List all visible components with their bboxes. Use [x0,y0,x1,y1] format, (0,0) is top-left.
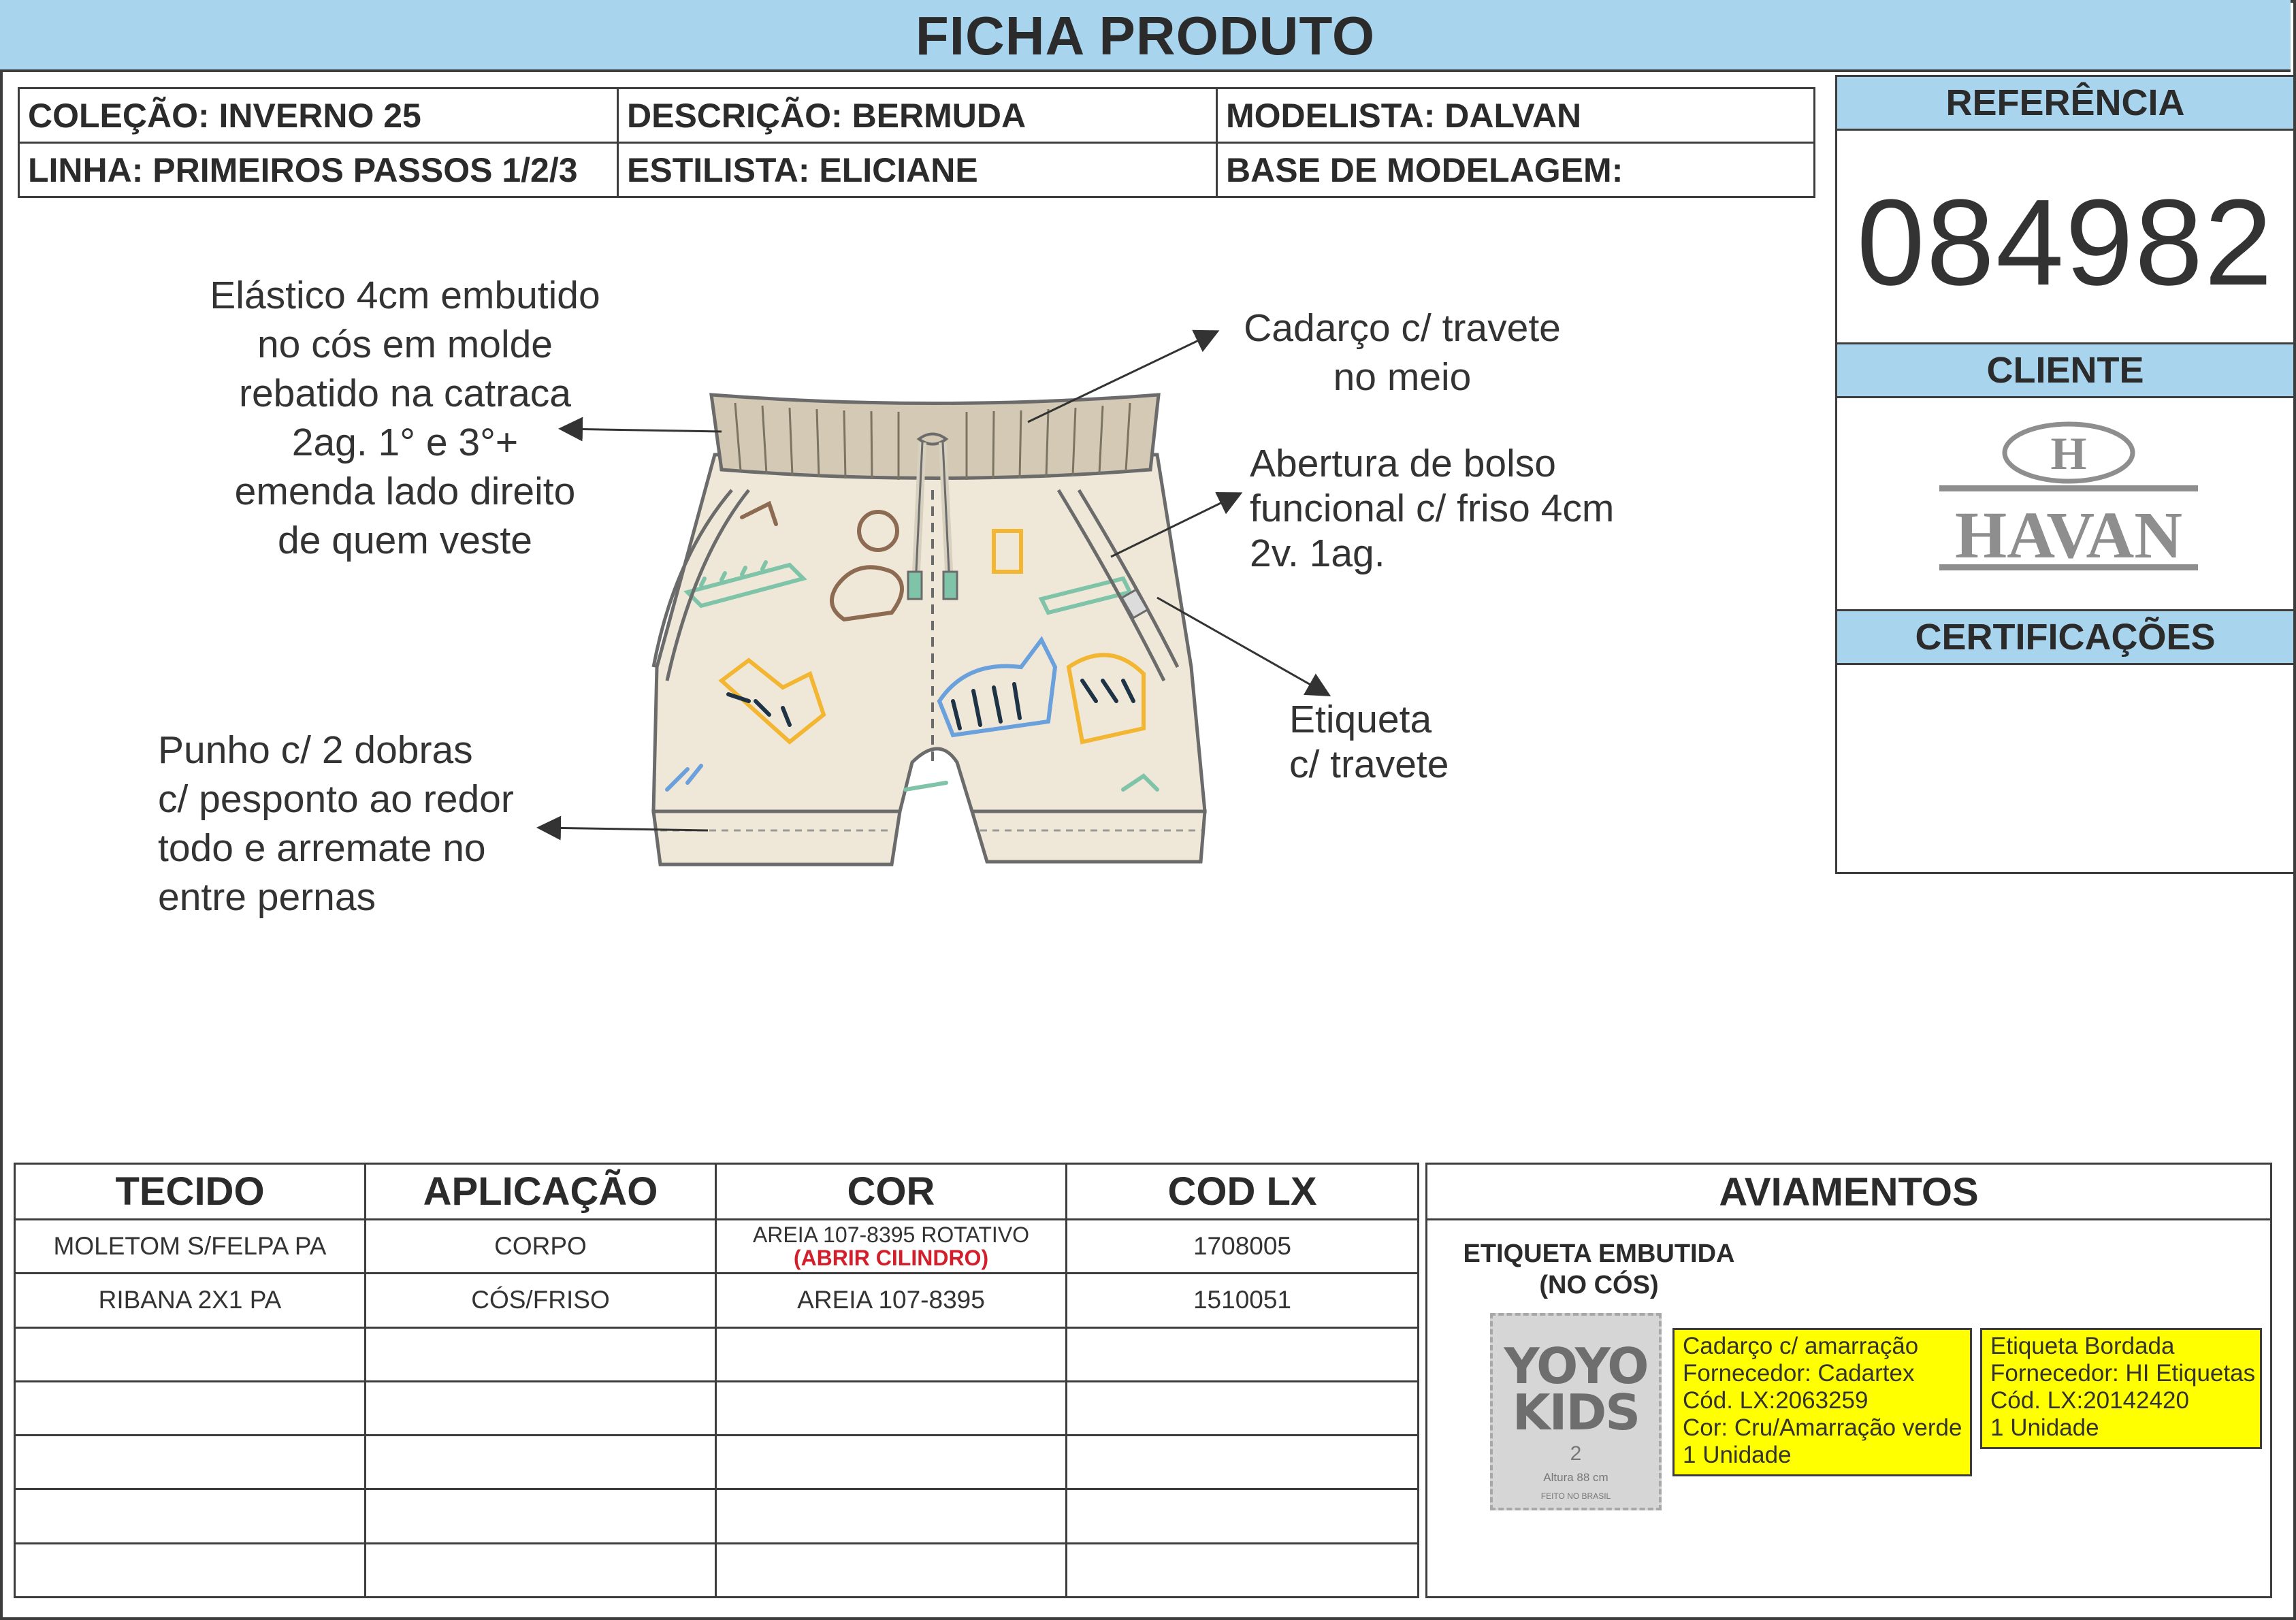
trim-drawstring-note: Cadarço c/ amarração Fornecedor: Cadartex Cód. LX:2063259 Cor: Cru/Amarração verde 1 Unidade [1672,1328,1972,1476]
trims-panel [1425,1163,2272,1598]
certifications-header: CERTIFICAÇÕES [1837,609,2293,665]
shorts-drawing [647,381,1225,898]
waistband [711,395,1159,479]
logo-text: HAVAN [1954,499,2183,572]
table-row [15,1543,1419,1597]
fabric-cell: MOLETOM S/FELPA PA [15,1220,366,1274]
color-note: (ABRIR CILINDRO) [793,1246,989,1271]
note-label: Etiqueta c/ travete [1289,698,1449,786]
side-panel [1835,75,2295,874]
application-cell: CÓS/FRISO [366,1274,716,1327]
code-cell: 1510051 [1067,1274,1419,1327]
base-cell: BASE DE MODELAGEM: [1217,143,1815,197]
tag-size: 2 [1570,1442,1582,1465]
trim-embroidered-label-note: Etiqueta Bordada Fornecedor: HI Etiquetas Cód. LX:20142420 1 Unidade [1980,1328,2262,1449]
table-row [15,1381,1419,1435]
reference-number: 084982 [1856,174,2274,311]
note-elastic: Elástico 4cm embutido no cós em molde rebatido na catraca 2ag. 1° e 3°+ emenda lado direito de quem veste [210,274,600,562]
brand-label-tag [1490,1313,1662,1510]
havan-logo [1939,417,2198,574]
table-row [15,1220,1419,1274]
table-row [15,1327,1419,1381]
table-row [15,1489,1419,1543]
left-cuff [653,811,900,864]
modeler-cell: MODELISTA: DALVAN [1217,88,1815,143]
tag-height: Altura 88 cm [1543,1471,1608,1484]
header-color: COR [716,1164,1067,1220]
note-pocket: Abertura de bolso funcional c/ friso 4cm 2v. 1ag. [1250,442,1615,575]
client-header: CLIENTE [1837,342,2293,398]
note-cuff: Punho c/ 2 dobras c/ pesponto ao redor todo e arremate no entre pernas [158,728,514,919]
line-cell: LINHA: PRIMEIROS PASSOS 1/2/3 [19,143,618,197]
logo-initial: H [2050,427,2087,479]
product-info-table [18,87,1815,198]
note-drawstring: Cadarço c/ travete no meio [1244,306,1561,399]
right-cuff [972,811,1205,862]
header-code: COD LX [1067,1164,1419,1220]
color-cell: AREIA 107-8395 [716,1274,1067,1327]
tag-made-in: FEITO NO BRASIL [1540,1491,1611,1501]
fabric-table [14,1163,1419,1598]
collection-cell: COLEÇÃO: INVERNO 25 [19,88,618,143]
embedded-label-caption: ETIQUETA EMBUTIDA (NO CÓS) [1463,1240,1735,1299]
table-row [15,1436,1419,1489]
tag-brand: YOYO KIDS [1504,1338,1648,1441]
code-cell: 1708005 [1067,1220,1419,1274]
title-bar [0,0,2291,72]
fabric-cell: RIBANA 2X1 PA [15,1274,366,1327]
header-fabric: TECIDO [15,1164,366,1220]
header-application: APLICAÇÃO [366,1164,716,1220]
description-cell: DESCRIÇÃO: BERMUDA [618,88,1217,143]
stylist-cell: ESTILISTA: ELICIANE [618,143,1217,197]
application-cell: CORPO [366,1220,716,1274]
trims-title: AVIAMENTOS [1427,1165,2270,1220]
table-row [15,1274,1419,1327]
color-cell: AREIA 107-8395 ROTATIVO (ABRIR CILINDRO) [716,1220,1067,1274]
page-title: FICHA PRODUTO [915,5,1376,66]
reference-header: REFERÊNCIA [1837,75,2293,131]
